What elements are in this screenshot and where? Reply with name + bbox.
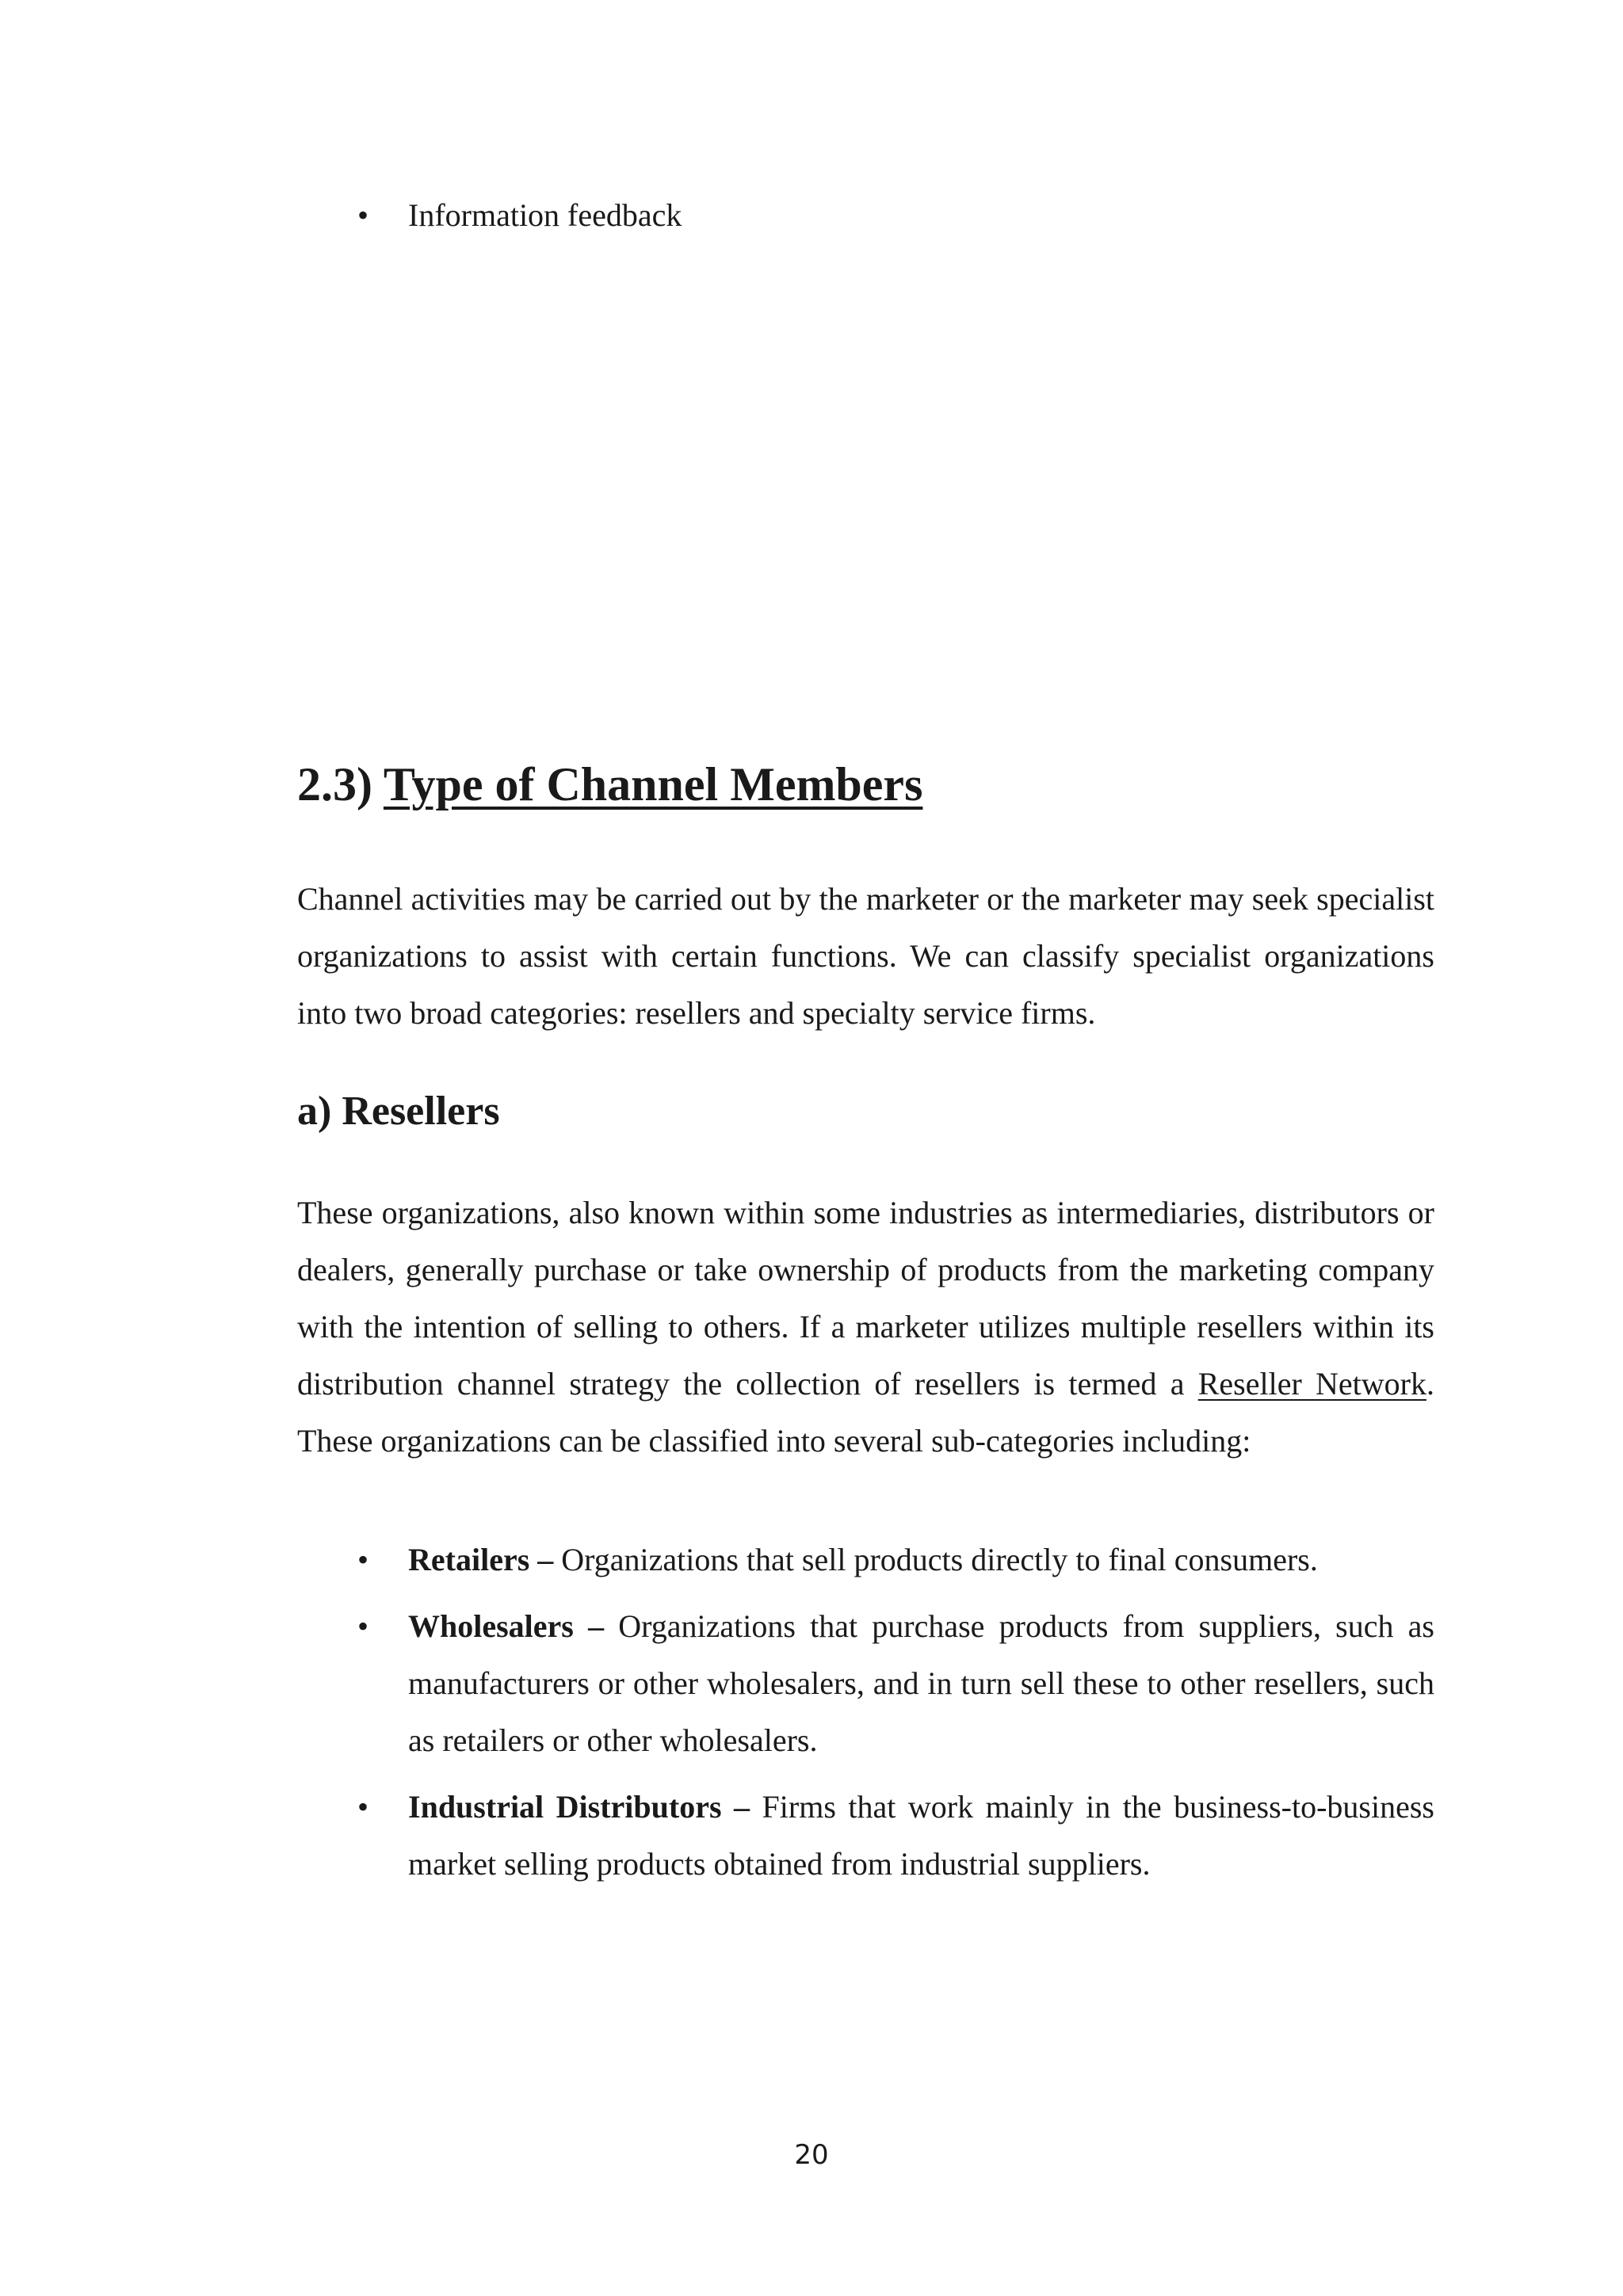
list-item-retailers — [297, 1531, 1434, 1589]
term-definition: Firms that work mainly in the business-to-business market selling products obtained from industrial suppliers. — [408, 1789, 1435, 1882]
term-definition: Organizations that purchase products from suppliers, such as manufacturers or other wholesalers, and in turn sell these to other resellers, such as retailers or other wholesalers. — [408, 1608, 1434, 1758]
bullet-icon: • — [357, 197, 369, 233]
list-item — [297, 187, 1434, 244]
term-separator: – — [529, 1542, 562, 1577]
bullet-icon: • — [357, 1542, 369, 1577]
term-separator: – — [573, 1608, 619, 1644]
function-list — [297, 187, 1434, 244]
subsection-heading: a) Resellers — [297, 1089, 500, 1134]
list-item-industrial-distributors — [297, 1779, 1434, 1893]
term-definition: Organizations that sell products directly to final consumers. — [561, 1542, 1318, 1577]
section-title: Type of Channel Members — [383, 758, 923, 810]
resellers-paragraph — [297, 1184, 1434, 1470]
page-number: 20 — [794, 2139, 829, 2171]
resellers-text-before: These organizations, also known within some industries as intermediaries, distributors or dealers, generally purchase or take ownership of products from the marketing company with the intention of selling to others. If a marketer utilizes multiple resellers within its distribution channel strategy the collection of resellers is termed a — [297, 1195, 1434, 1402]
reseller-network-term: Reseller Network — [1197, 1366, 1426, 1402]
list-item-text: Information feedback — [408, 197, 682, 233]
term-label: Retailers — [408, 1542, 530, 1577]
section-number: 2.3) — [297, 758, 372, 810]
term-separator: – — [721, 1789, 762, 1825]
term-label: Industrial Distributors — [408, 1789, 722, 1825]
bullet-icon: • — [357, 1789, 369, 1825]
term-label: Wholesalers — [408, 1608, 574, 1644]
reseller-types-list — [297, 1531, 1434, 1902]
resellers-text-after: . These organizations can be classified into several sub-categories including: — [297, 1366, 1434, 1459]
list-item-wholesalers — [297, 1598, 1434, 1769]
section-heading — [297, 753, 922, 816]
intro-paragraph: Channel activities may be carried out by the marketer or the marketer may seek specialist organizations to assist with certain functions. We can classify specialist organizations into two broad categories: resellers and specialty service firms. — [297, 881, 1434, 1031]
bullet-icon: • — [357, 1608, 369, 1644]
